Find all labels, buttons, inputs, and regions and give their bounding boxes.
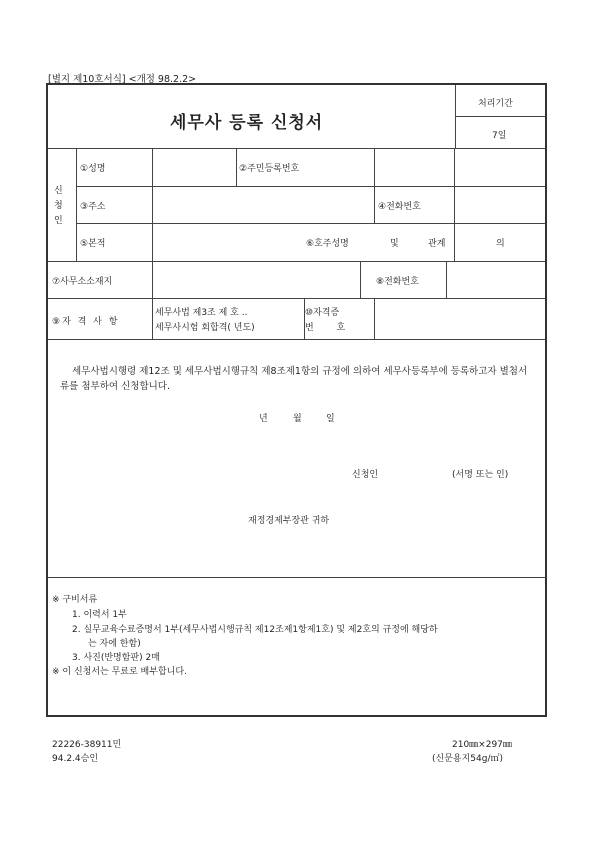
free-distribution-note: ※ 이 신청서는 무료로 배부합니다.	[52, 667, 187, 677]
address-label: ③주소	[80, 202, 106, 212]
form-header: [별지 제10호서식] <개정 98.2.2>	[48, 74, 197, 85]
form-code: 22226-38911민	[52, 740, 122, 750]
relation-and-label: 및	[390, 239, 399, 249]
qualification-label: ⑨자 격 사 항	[52, 317, 120, 327]
processing-period-label: 처리기간	[478, 99, 513, 109]
head-of-household-label: ⑥호주성명	[306, 239, 349, 249]
date-year: 년	[259, 414, 268, 424]
applicant-label-3: 인	[54, 216, 63, 226]
origin-label: ⑤본적	[80, 239, 106, 249]
origin-field[interactable]	[152, 223, 302, 259]
law-line-1: 세무사법 제3조 제 호 ..	[155, 308, 248, 318]
office-phone-field[interactable]	[446, 261, 544, 297]
cert-number-label-2: 번 호	[305, 323, 356, 333]
document-item-2: 2. 실무교육수료증명서 1부(세무사법시행규칙 제12조제1항제1호) 및 제2호의 규정에 해당하	[72, 625, 438, 635]
paper-type: (신문용지54g/㎡)	[432, 754, 503, 764]
approval-date: 94.2.4승인	[52, 754, 99, 764]
relation-suffix-label: 의	[496, 239, 505, 249]
applicant-label-2: 청	[54, 201, 63, 211]
application-statement: 세무사법시행령 제12조 및 세무사법시행규칙 제8조제1항의 규정에 의하여 세무사등록부에 등록하고자 별첨서류를 첨부하여 신청합니다.	[60, 366, 528, 392]
office-phone-label: ⑧전화번호	[376, 277, 419, 287]
resident-number-field[interactable]	[374, 148, 544, 185]
applicant-label-1: 신	[54, 186, 63, 196]
phone-label: ④전화번호	[378, 202, 421, 212]
name-label: ①성명	[80, 164, 106, 174]
document-item-1: 1. 이력서 1부	[72, 610, 127, 620]
addressee: 재정경제부장관 귀하	[248, 516, 330, 526]
paper-size: 210㎜×297㎜	[452, 740, 512, 750]
relation-label: 관계	[428, 239, 446, 249]
address-field[interactable]	[152, 186, 372, 222]
processing-period-value: 7일	[492, 131, 507, 141]
date-day: 일	[326, 414, 335, 424]
sign-or-seal-label: (서명 또는 인)	[452, 470, 509, 480]
law-line-2: 세무사시험 회합격( 년도)	[155, 323, 255, 333]
document-item-2-cont: 는 자에 한함)	[88, 639, 141, 649]
cert-number-field[interactable]	[374, 298, 544, 338]
documents-heading: ※ 구비서류	[52, 595, 98, 605]
resident-number-label: ②주민등록번호	[239, 164, 300, 174]
phone-field[interactable]	[454, 186, 544, 222]
document-item-3: 3. 사진(반명함판) 2매	[72, 653, 160, 663]
office-address-label: ⑦사무소소재지	[52, 277, 113, 287]
cert-number-label-1: ⑩자격증	[305, 308, 340, 318]
name-field[interactable]	[152, 148, 236, 185]
form-title: 세무사 등록 신청서	[170, 113, 324, 133]
applicant-signature-label: 신청인	[352, 470, 379, 480]
office-address-field[interactable]	[152, 261, 357, 297]
date-month: 월	[293, 414, 302, 424]
